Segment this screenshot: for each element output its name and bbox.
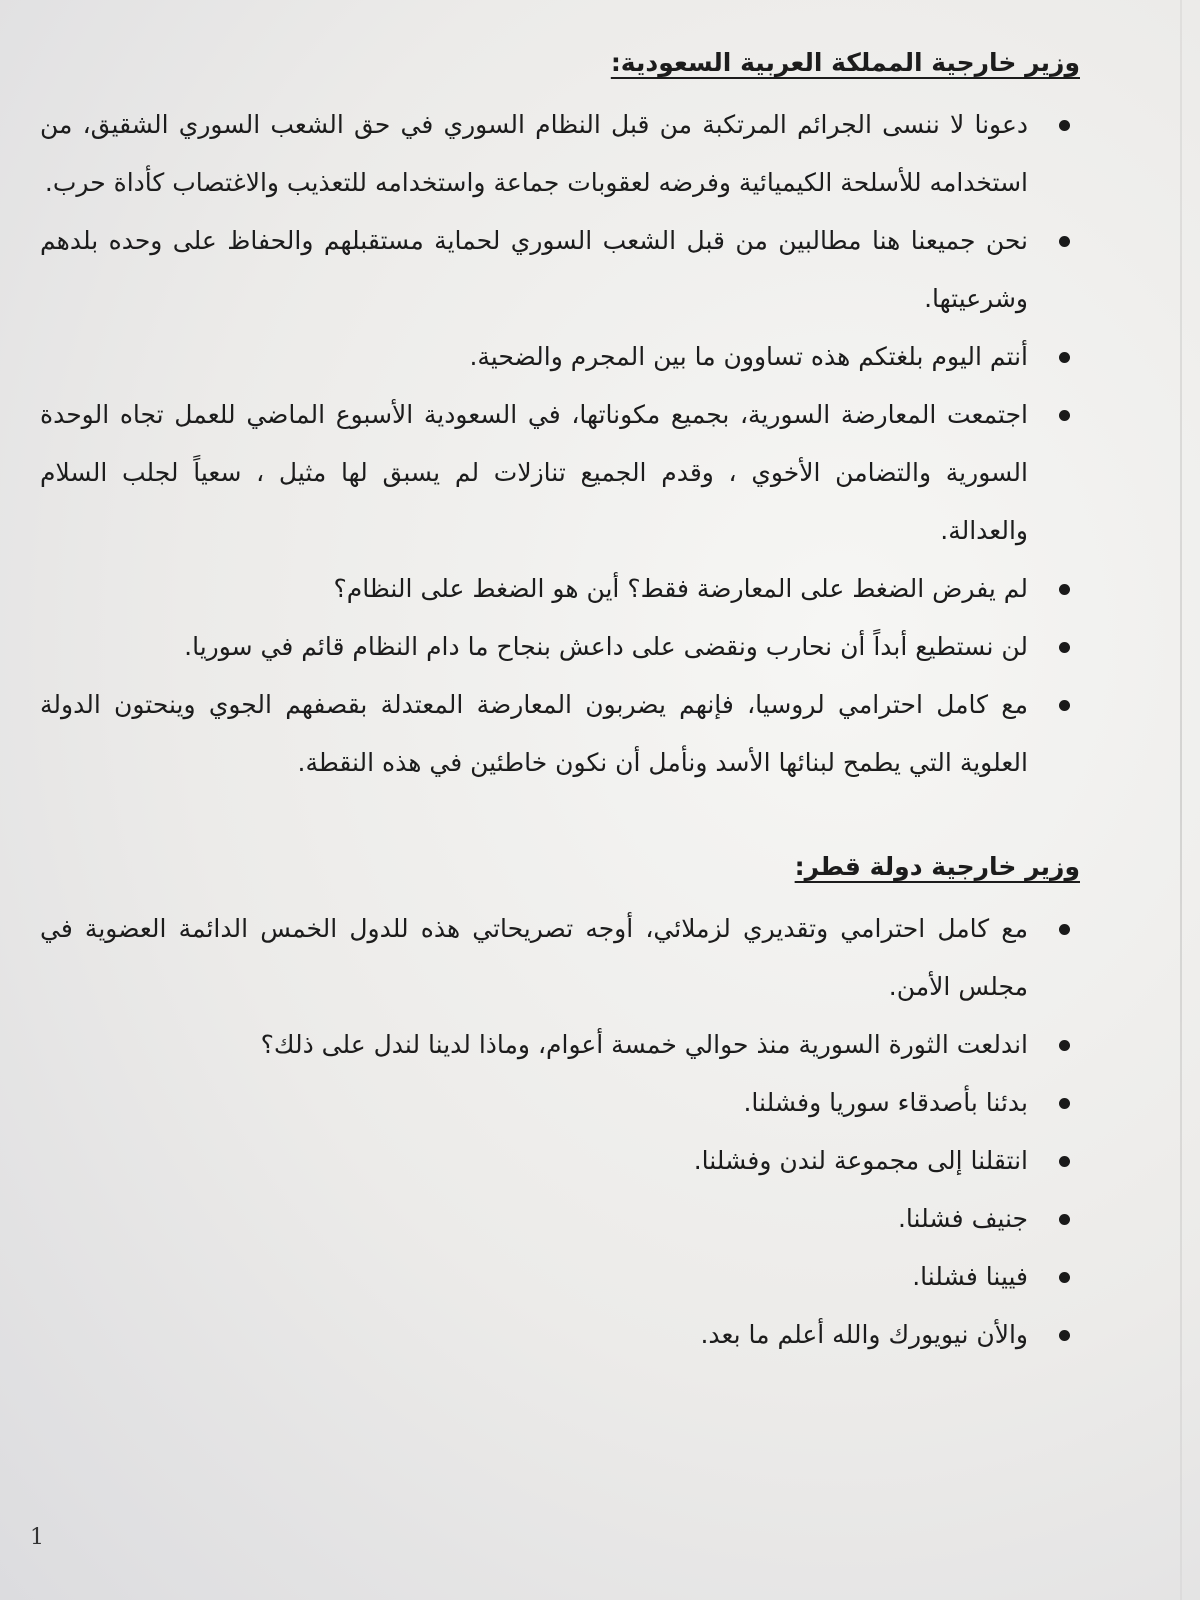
list-item: [40, 560, 1080, 618]
bullet-icon: [1059, 1272, 1070, 1283]
list-item: [40, 676, 1080, 792]
list-item-text: أنتم اليوم بلغتكم هذه تساوون ما بين المجرم والضحية.: [469, 342, 1028, 371]
paper-fold: [1180, 0, 1182, 1600]
list-item-text: انتقلنا إلى مجموعة لندن وفشلنا.: [693, 1146, 1028, 1175]
bullet-icon: [1059, 1098, 1070, 1109]
list-item: [40, 1132, 1080, 1190]
list-item-text: بدئنا بأصدقاء سوريا وفشلنا.: [743, 1088, 1028, 1117]
bullet-icon: [1059, 924, 1070, 935]
bullet-icon: [1059, 1156, 1070, 1167]
section-heading-saudi: وزير خارجية المملكة العربية السعودية:: [610, 48, 1080, 77]
list-item: [40, 386, 1080, 560]
bullet-icon: [1059, 642, 1070, 653]
list-item-text: نحن جميعنا هنا مطالبين من قبل الشعب السوري لحماية مستقبلهم والحفاظ على وحده بلدهم وشرعيتها.: [40, 226, 1028, 313]
bullet-icon: [1059, 120, 1070, 131]
list-item-text: لم يفرض الضغط على المعارضة فقط؟ أين هو الضغط على النظام؟: [333, 574, 1028, 603]
bullet-icon: [1059, 236, 1070, 247]
list-item-text: دعونا لا ننسى الجرائم المرتكبة من قبل النظام السوري في حق الشعب السوري الشقيق، من استخدامه للأسلحة الكيميائية وفرضه لعقوبات جماعة واستخدامه للتعذيب والاغتصاب كأداة حرب.: [40, 110, 1028, 197]
list-item-text: اندلعت الثورة السورية منذ حوالي خمسة أعوام، وماذا لدينا لندل على ذلك؟: [260, 1030, 1028, 1059]
list-item: [40, 618, 1080, 676]
list-item-text: جنيف فشلنا.: [897, 1204, 1028, 1233]
list-item-text: والأن نيويورك والله أعلم ما بعد.: [700, 1320, 1028, 1349]
list-item-text: اجتمعت المعارضة السورية، بجميع مكوناتها، في السعودية الأسبوع الماضي للعمل تجاه الوحدة السورية والتضامن الأخوي ، وقدم الجميع تنازلات لم يسبق لها مثيل ، سعياً لجلب السلام والعدالة.: [40, 400, 1028, 545]
section-saudi: [40, 40, 1080, 792]
bullet-icon: [1059, 700, 1070, 711]
list-item: [40, 212, 1080, 328]
bullet-icon: [1059, 1040, 1070, 1051]
bullet-list-qatar: [40, 900, 1080, 1364]
list-item: [40, 1248, 1080, 1306]
bullet-icon: [1059, 352, 1070, 363]
list-item-text: مع كامل احترامي لروسيا، فإنهم يضربون المعارضة المعتدلة بقصفهم الجوي وينحتون الدولة العلوية التي يطمح لبنائها الأسد ونأمل أن نكون خاطئين في هذه النقطة.: [40, 690, 1028, 777]
bullet-icon: [1059, 410, 1070, 421]
list-item: [40, 900, 1080, 1016]
bullet-icon: [1059, 1330, 1070, 1341]
bullet-icon: [1059, 584, 1070, 595]
list-item-text: مع كامل احترامي وتقديري لزملائي، أوجه تصريحاتي هذه للدول الخمس الدائمة العضوية في مجلس الأمن.: [40, 914, 1028, 1001]
page-number: 1: [30, 1525, 44, 1550]
list-item: [40, 1306, 1080, 1364]
section-heading-qatar: وزير خارجية دولة قطر:: [794, 852, 1080, 881]
bullet-list-saudi: [40, 96, 1080, 792]
list-item-text: لن نستطيع أبداً أن نحارب ونقضى على داعش بنجاح ما دام النظام قائم في سوريا.: [184, 632, 1028, 661]
list-item: [40, 96, 1080, 212]
list-item: [40, 1190, 1080, 1248]
section-qatar: [40, 844, 1080, 1364]
list-item: [40, 1016, 1080, 1074]
list-item: [40, 1074, 1080, 1132]
document-body: [40, 40, 1080, 1416]
list-item-text: فيينا فشلنا.: [912, 1262, 1028, 1291]
bullet-icon: [1059, 1214, 1070, 1225]
list-item: [40, 328, 1080, 386]
